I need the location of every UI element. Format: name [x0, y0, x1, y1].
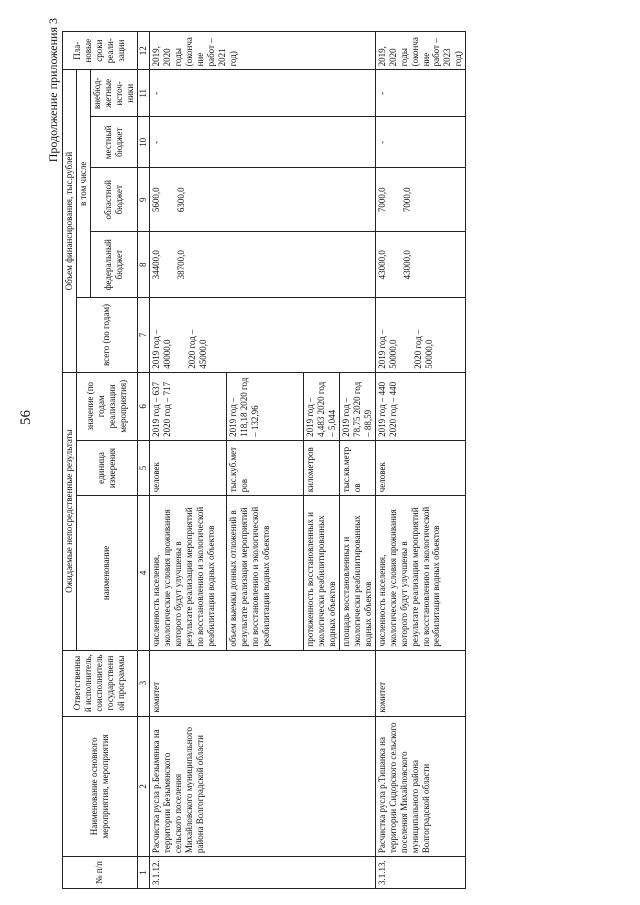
result-name: численность населения, экологические условия проживания которого будут улучшены в результате реализации мероприятий по восстановлению и экологической реабилитации водных объектов: [149, 496, 226, 650]
federal-2020: 43000,0: [401, 250, 412, 280]
regional-2020: 7000,0: [401, 187, 412, 213]
total-2019: 2019 год – 40000,0: [150, 329, 172, 369]
row-extrabudget: -: [375, 70, 466, 117]
result-unit: человек: [149, 440, 226, 495]
colnum: 3: [137, 650, 149, 716]
header-finance-group: Объем финансирования, тыс.рублей: [63, 70, 77, 372]
row-local: -: [149, 117, 375, 168]
regional-2019: 5600,0: [150, 187, 161, 213]
header-extrabudget: внебюд-жетные источ-ники: [90, 70, 137, 117]
rotated-page-content: [40, 0, 640, 905]
header-terms: Пла-новые сроки реали-зации: [63, 32, 138, 70]
colnum: 10: [137, 117, 149, 168]
result-value: 2019 год – 118,18 2020 год – 132,96: [226, 372, 303, 440]
table-row: [149, 32, 226, 889]
result-name: объем выемки донных отложений в результате реализации мероприятий по восстановлению и экологической реабилитации водных объектов: [226, 496, 303, 650]
result-name: площадь восстановленных и экологически реабилитированных водных объектов: [339, 496, 375, 650]
total-2020: 2020 год – 50000,0: [412, 329, 434, 369]
colnum: 2: [137, 716, 149, 857]
header-value: значение (по годам реализации мероприятия): [76, 372, 137, 440]
colnum: 11: [137, 70, 149, 117]
regional-2019: 7000,0: [376, 187, 387, 213]
federal-2019: 43000,0: [376, 250, 387, 280]
activity-3-1-13: [375, 32, 466, 889]
header-results-group: Ожидаемые непосредственные результаты: [63, 372, 77, 650]
result-value: 2019 год – 637 2020 год – 717: [149, 372, 226, 440]
row-federal: [375, 232, 466, 298]
colnum: 5: [137, 440, 149, 495]
header-federal: федеральный бюджет: [90, 232, 137, 298]
header-num: № п/п: [63, 857, 138, 889]
row-regional: [149, 168, 375, 232]
total-2019: 2019 год – 50000,0: [376, 329, 398, 369]
row-executor: комитет: [375, 650, 466, 716]
colnum: 4: [137, 496, 149, 650]
colnum: 9: [137, 168, 149, 232]
colnum: 7: [137, 298, 149, 373]
row-terms: 2019, 2020 годы (окончание работ – 2023 год): [375, 32, 466, 70]
header-executor: Ответственный исполнитель, соисполнитель государственной программы: [63, 650, 138, 716]
continuation-label: Продолжение приложения 3: [46, 18, 60, 163]
row-total: [375, 298, 466, 373]
row-activity-name: Расчистка русла р.Тишанка на территории Сидорского сельского поселения Михайловского муниципального района Волгоградской области: [375, 716, 466, 857]
row-activity-name: Расчистка русла р.Безымянка на территории Безымянского сельского поселения Михайловского муниципального района Волгоградской области: [149, 716, 375, 857]
header-result-name: наименование: [76, 496, 137, 650]
result-unit: человек: [375, 440, 466, 495]
federal-2019: 34400,0: [150, 250, 161, 280]
row-executor: комитет: [149, 650, 375, 716]
result-unit: тыс.куб.метров: [226, 440, 303, 495]
colnum: 1: [137, 857, 149, 889]
table-row: [375, 32, 466, 889]
result-name: численность населения, экологические условия проживания которого будут улучшены в результате реализации мероприятий по восстановлению и экологической реабилитации водных объектов: [375, 496, 466, 650]
colnum: 12: [137, 32, 149, 70]
header-including: в том числе: [76, 70, 90, 298]
header-unit: единица измерения: [76, 440, 137, 495]
result-name: протяженность восстановленных и экологически реабилитированных водных объектов: [303, 496, 339, 650]
program-activities-table: [62, 31, 466, 889]
row-regional: [375, 168, 466, 232]
page-number: 56: [18, 410, 34, 425]
colnum: 6: [137, 372, 149, 440]
result-value: 2019 год – 440 2020 год – 440: [375, 372, 466, 440]
column-number-row: [137, 32, 149, 889]
row-terms: 2019, 2020 годы (окончание работ – 2021 год): [149, 32, 375, 70]
result-value: 2019 год – 4,483 2020 год – 5,044: [303, 372, 339, 440]
result-unit: тыс.кв.метров: [339, 440, 375, 495]
federal-2020: 38700,0: [175, 250, 186, 280]
header-regional: областной бюджет: [90, 168, 137, 232]
header-activity-name: Наименование основного мероприятия, мероприятия: [63, 716, 138, 857]
header-row-1: [63, 32, 77, 889]
result-unit: километров: [303, 440, 339, 495]
row-total: [149, 298, 375, 373]
row-federal: [149, 232, 375, 298]
activity-3-1-12: [149, 32, 375, 889]
row-num: 3.1.12.: [149, 857, 375, 889]
row-num: 3.1.13.: [375, 857, 466, 889]
result-value: 2019 год – 78,75 2020 год – 88,59: [339, 372, 375, 440]
regional-2020: 6300,0: [175, 187, 186, 213]
total-2020: 2020 год – 45000,0: [186, 329, 208, 369]
colnum: 8: [137, 232, 149, 298]
header-local: местный бюджет: [90, 117, 137, 168]
row-local: -: [375, 117, 466, 168]
header-total: всего (по годам): [76, 298, 137, 373]
row-extrabudget: -: [149, 70, 375, 117]
